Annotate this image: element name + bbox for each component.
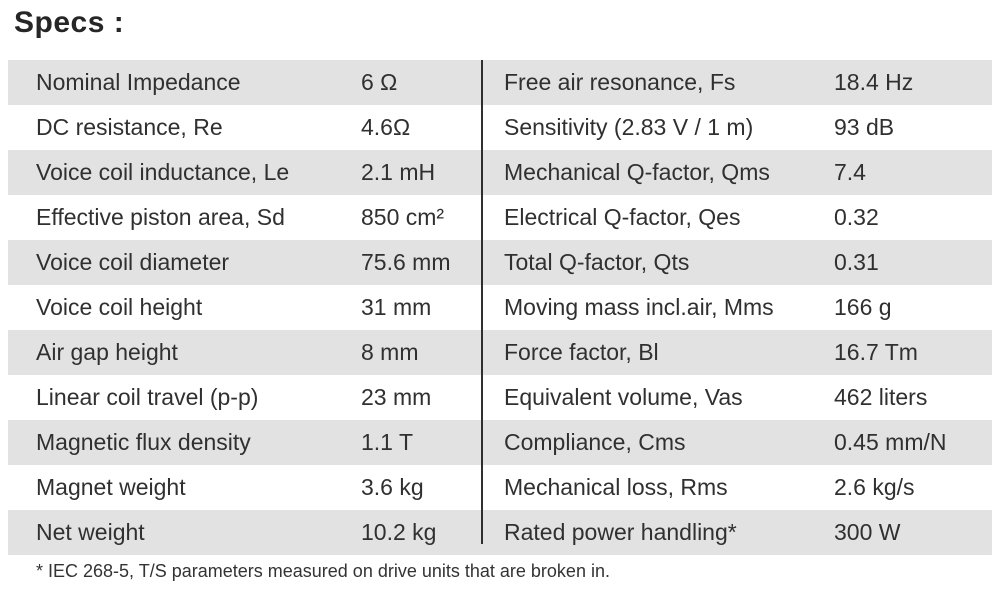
spec-label: Voice coil inductance, Le	[36, 159, 290, 185]
footnote: * IEC 268-5, T/S parameters measured on drive units that are broken in.	[36, 561, 610, 581]
table-row	[8, 465, 992, 510]
spec-value: 3.6 kg	[361, 474, 424, 500]
spec-label: Mechanical loss, Rms	[504, 474, 728, 500]
spec-value: 166 g	[834, 294, 892, 320]
spec-value: 10.2 kg	[361, 519, 437, 545]
table-row	[8, 510, 992, 555]
spec-label: Total Q-factor, Qts	[504, 249, 690, 275]
spec-value: 300 W	[834, 519, 901, 545]
table-row	[8, 420, 992, 465]
spec-label: Air gap height	[36, 339, 178, 365]
spec-value: 7.4	[834, 159, 866, 185]
spec-label: Electrical Q-factor, Qes	[504, 204, 741, 230]
spec-label: Magnetic flux density	[36, 429, 251, 455]
spec-value: 2.6 kg/s	[834, 474, 915, 500]
spec-value: 0.32	[834, 204, 879, 230]
spec-label: Moving mass incl.air, Mms	[504, 294, 774, 320]
table-row	[8, 375, 992, 420]
column-divider	[481, 60, 483, 544]
spec-label: Equivalent volume, Vas	[504, 384, 743, 410]
spec-value: 75.6 mm	[361, 249, 451, 275]
specs-table	[8, 60, 992, 555]
table-row	[8, 150, 992, 195]
spec-label: Sensitivity (2.83 V / 1 m)	[504, 114, 754, 140]
spec-value: 16.7 Tm	[834, 339, 918, 365]
spec-value: 18.4 Hz	[834, 69, 914, 95]
spec-label: Magnet weight	[36, 474, 186, 500]
spec-value: 4.6Ω	[361, 114, 411, 140]
spec-value: 1.1 T	[361, 429, 413, 455]
table-row	[8, 285, 992, 330]
spec-label: Voice coil diameter	[36, 249, 230, 275]
spec-label: Linear coil travel (p-p)	[36, 384, 259, 410]
spec-label: DC resistance, Re	[36, 114, 223, 140]
specs-title: Specs :	[14, 6, 125, 39]
spec-value: 23 mm	[361, 384, 432, 410]
spec-label: Free air resonance, Fs	[504, 69, 736, 95]
spec-label: Mechanical Q-factor, Qms	[504, 159, 770, 185]
spec-label: Rated power handling*	[504, 519, 737, 545]
spec-value: 462 liters	[834, 384, 928, 410]
spec-value: 93 dB	[834, 114, 895, 140]
spec-value: 0.45 mm/N	[834, 429, 947, 455]
spec-value: 0.31	[834, 249, 879, 275]
spec-value: 31 mm	[361, 294, 432, 320]
spec-label: Compliance, Cms	[504, 429, 686, 455]
spec-label: Nominal Impedance	[36, 69, 241, 95]
spec-value: 6 Ω	[361, 69, 398, 95]
table-row	[8, 105, 992, 150]
spec-value: 850 cm²	[361, 204, 445, 230]
table-row	[8, 330, 992, 375]
spec-label: Net weight	[36, 519, 145, 545]
spec-label: Effective piston area, Sd	[36, 204, 285, 230]
table-row	[8, 60, 992, 105]
table-row	[8, 240, 992, 285]
spec-value: 8 mm	[361, 339, 419, 365]
table-row	[8, 195, 992, 240]
spec-label: Force factor, Bl	[504, 339, 659, 365]
spec-label: Voice coil height	[36, 294, 203, 320]
spec-value: 2.1 mH	[361, 159, 436, 185]
